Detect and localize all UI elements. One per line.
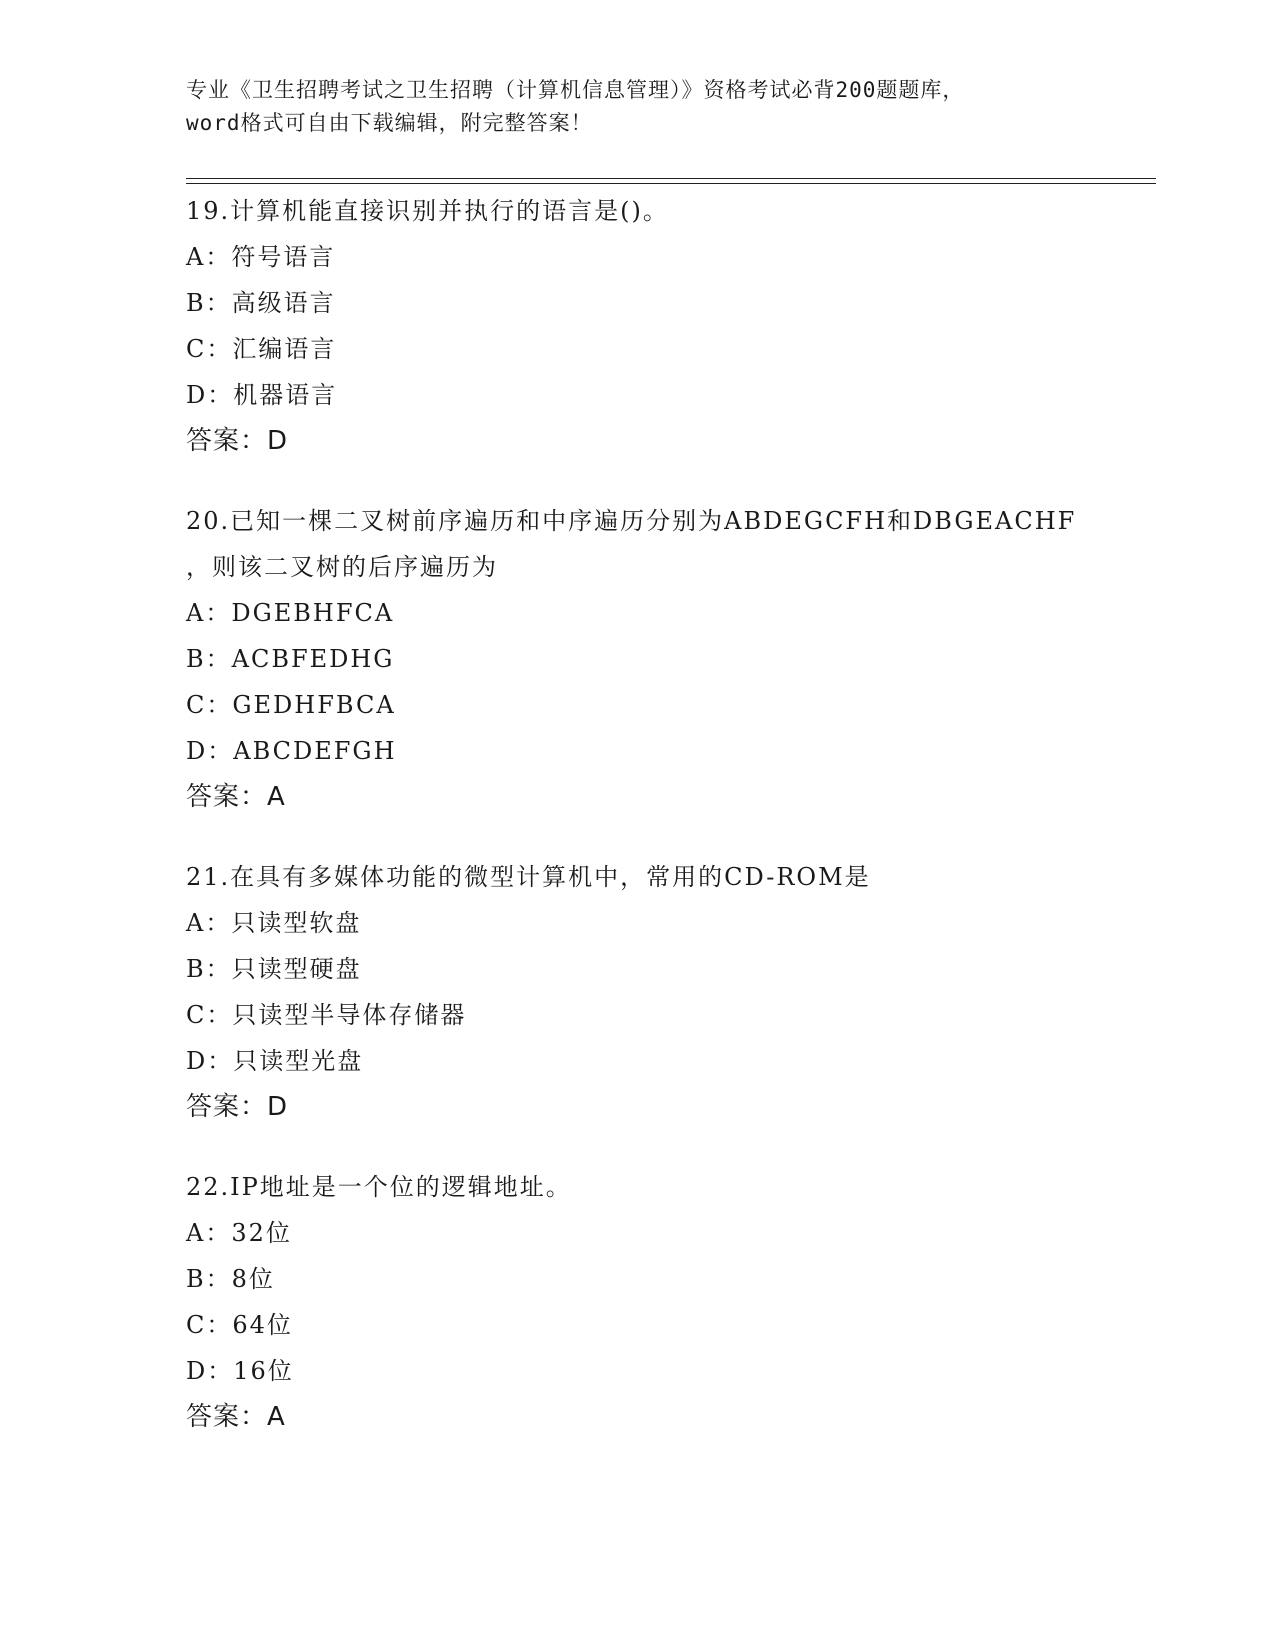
option-a: A：32位 (186, 1219, 292, 1247)
option-a: A：符号语言 (186, 243, 336, 271)
document-header (186, 74, 1086, 140)
question-20 (186, 498, 1156, 820)
option-b: B：8位 (186, 1265, 275, 1293)
option-a: A：DGEBHFCA (186, 599, 395, 627)
answer: 答案：D (186, 426, 289, 456)
question-list (186, 188, 1156, 1474)
question-stem: 22.IP地址是一个位的逻辑地址。 (186, 1173, 572, 1201)
answer: 答案：A (186, 1402, 286, 1432)
option-d: D：ABCDEFGH (186, 737, 397, 765)
option-d: D：机器语言 (186, 381, 338, 409)
question-stem: 21.在具有多媒体功能的微型计算机中，常用的CD-ROM是 (186, 863, 871, 891)
header-line-1: 专业《卫生招聘考试之卫生招聘（计算机信息管理）》资格考试必背200题题库， (186, 78, 965, 102)
question-stem: 19.计算机能直接识别并执行的语言是()。 (186, 197, 669, 225)
option-c: C：只读型半导体存储器 (186, 1001, 467, 1029)
question-stem: 20.已知一棵二叉树前序遍历和中序遍历分别为ABDEGCFH和DBGEACHF (186, 507, 1077, 535)
option-c: C：GEDHFBCA (186, 691, 396, 719)
question-22 (186, 1164, 1156, 1440)
option-a: A：只读型软盘 (186, 909, 362, 937)
header-line-2: word格式可自由下载编辑，附完整答案！ (186, 111, 593, 135)
answer: 答案：A (186, 782, 286, 812)
option-c: C：汇编语言 (186, 335, 337, 363)
option-c: C：64位 (186, 1311, 293, 1339)
option-b: B：ACBFEDHG (186, 645, 395, 673)
option-b: B：只读型硬盘 (186, 955, 362, 983)
question-stem-continuation: ，则该二叉树的后序遍历为 (186, 553, 498, 581)
question-19 (186, 188, 1156, 464)
question-21 (186, 854, 1156, 1130)
option-b: B：高级语言 (186, 289, 336, 317)
option-d: D：16位 (186, 1357, 294, 1385)
header-divider-top (186, 178, 1156, 179)
option-d: D：只读型光盘 (186, 1047, 364, 1075)
header-divider-bottom (186, 183, 1156, 184)
answer: 答案：D (186, 1092, 289, 1122)
